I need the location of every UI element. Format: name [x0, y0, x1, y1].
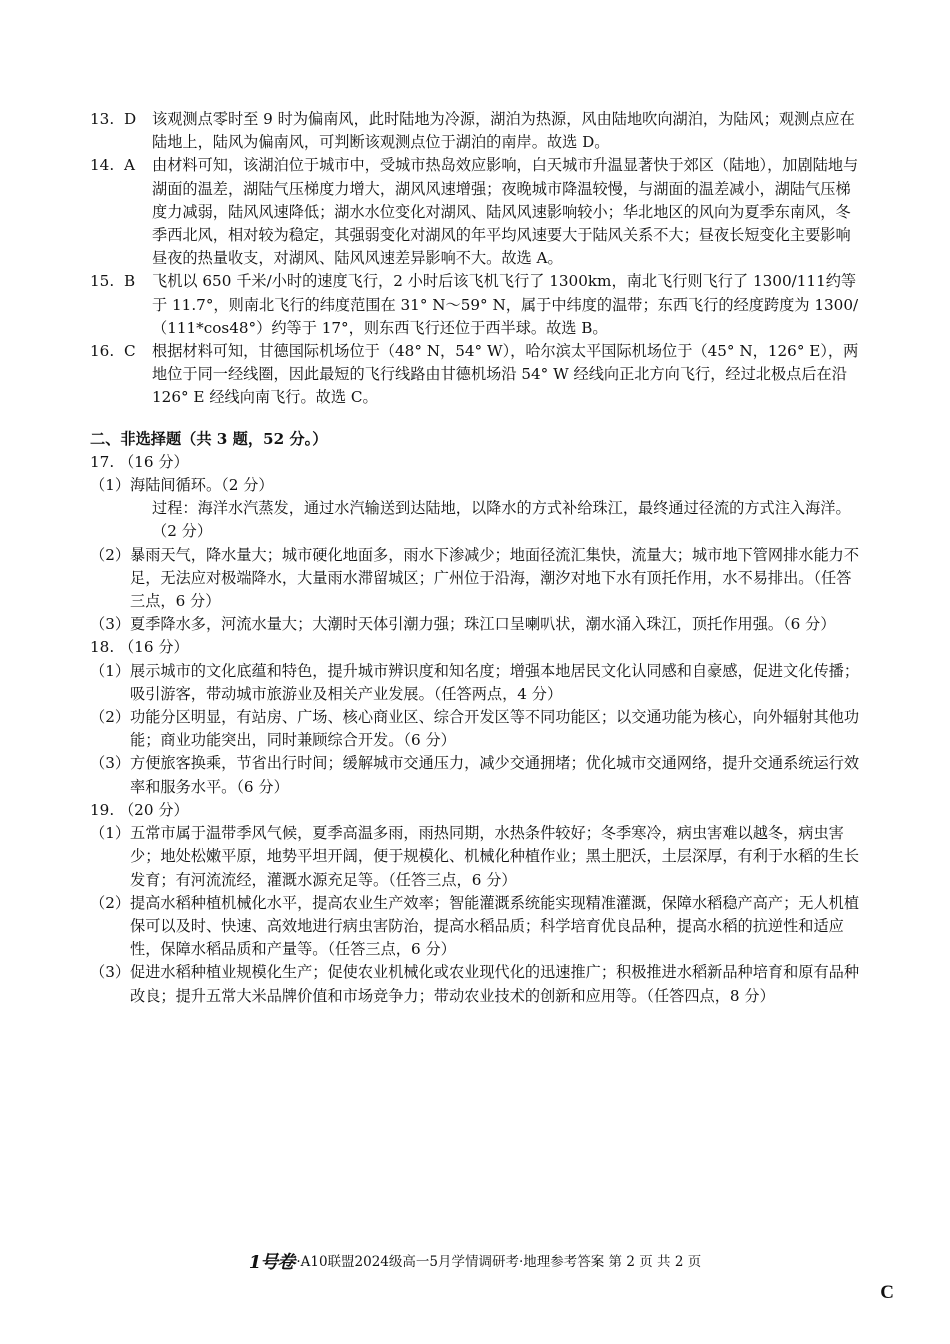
- footer-text: ·A10联盟2024级高一5月学情调研考·地理参考答案 第 2 页 共 2 页: [296, 1254, 702, 1270]
- part-text: 促进水稻种植业规模化生产；促使农业机械化或农业现代化的迅速推广；积极推进水稻新品种培育和原有品种改良；提升五常大米品牌价值和市场竞争力；带动农业技术的创新和应用等。（任答四点，8 分）: [130, 963, 859, 1005]
- q19-part-3: [90, 961, 862, 1007]
- q18-part-2: [90, 706, 862, 752]
- question-18-header: 18. （16 分）: [90, 638, 189, 657]
- part-number: （2）: [90, 893, 131, 912]
- explanation-text: 根据材料可知，甘德国际机场位于（48° N，54° W），哈尔滨太平国际机场位于（45° N，126° E），两地位于同一经线圈，因此最短的飞行线路由甘德机场沿 54° W 经线向正北方向飞行，经过北极点后在沿 126° E 经线向南飞行。故选 C。: [152, 342, 859, 407]
- explanation-text: 由材料可知，该湖泊位于城市中，受城市热岛效应影响，白天城市升温显著快于郊区（陆地），加剧陆地与湖面的温差，湖陆气压梯度力增大，湖风风速增强；夜晚城市降温较慢，与湖面的温差减小，湖陆气压梯度力减弱，陆风风速降低；湖水水位变化对湖风、陆风风速影响较小；华北地区的风向为夏季东南风，冬季西北风，相对较为稳定，其强弱变化对湖风的年平均风速要大于陆风关系不大；昼夜长短变化主要影响昼夜的热量收支，对湖风、陆风风速差异影响不大。故选 A。: [152, 156, 859, 268]
- part-number: （2）: [90, 708, 131, 727]
- part-number: （2）: [90, 545, 131, 564]
- question-number: 15.: [90, 272, 115, 291]
- mc-answer-13: [90, 108, 862, 154]
- part-text: 暴雨天气，降水量大；城市硬化地面多，雨水下渗减少；地面径流汇集快，流量大；城市地下管网排水能力不足，无法应对极端降水，大量雨水滞留城区；广州位于沿海，潮汐对地下水有顶托作用，水不易排出。（任答三点，6 分）: [130, 545, 859, 611]
- q18-part-3: [90, 752, 862, 798]
- part-number: （3）: [90, 615, 131, 634]
- answer-letter: A: [124, 156, 135, 175]
- version-mark: C: [880, 1282, 894, 1303]
- mc-answer-16: [90, 340, 862, 410]
- q17-part-1: [90, 474, 862, 497]
- mc-answer-15: [90, 270, 862, 340]
- answer-letter: D: [124, 110, 137, 128]
- section-title: 二、非选择题（共 3 题，52 分。）: [90, 429, 328, 448]
- answer-letter: B: [124, 272, 136, 291]
- q17-part-3: [90, 613, 862, 636]
- part-number: （1）: [90, 824, 131, 843]
- q18-part-1: [90, 660, 862, 706]
- part-text: 海陆间循环。（2 分）: [130, 476, 274, 495]
- part-text: 方便旅客换乘，节省出行时间；缓解城市交通压力，减少交通拥堵；优化城市交通网络，提升交通系统运行效率和服务水平。（6 分）: [130, 754, 859, 796]
- part-text: 展示城市的文化底蕴和特色，提升城市辨识度和知名度；增强本地居民文化认同感和自豪感，促进文化传播；吸引游客，带动城市旅游业及相关产业发展。（任答两点，4 分）: [130, 661, 859, 703]
- question-number: 13.: [90, 110, 115, 128]
- part-text: 夏季降水多，河流水量大；大潮时天体引潮力强；珠江口呈喇叭状，潮水涌入珠江，顶托作用强。（6 分）: [130, 615, 836, 634]
- mc-answer-14: [90, 154, 862, 270]
- question-number: 16.: [90, 342, 115, 361]
- q19-part-2: [90, 892, 862, 962]
- question-number: 14.: [90, 156, 115, 175]
- question-17-header: 17. （16 分）: [90, 452, 189, 471]
- explanation-text: 飞机以 650 千米/小时的速度飞行，2 小时后该飞机飞行了 1300km，南北飞行则飞行了 1300/111约等于 11.7°，则南北飞行的纬度范围在 31° N～59° N，属于中纬度的温带；东西飞行的经度跨度为 1300/（111*cos48°）约等于 17°，则东西飞行还位于西半球。故选 B。: [152, 272, 859, 337]
- question-19-header: 19. （20 分）: [90, 800, 189, 819]
- part-text: 功能分区明显，有站房、广场、核心商业区、综合开发区等不同功能区；以交通功能为核心，向外辐射其他功能；商业功能突出，同时兼顾综合开发。（6 分）: [130, 708, 859, 750]
- part-number: （1）: [90, 661, 131, 680]
- part-text: 提高水稻种植机械化水平，提高农业生产效率；智能灌溉系统能实现精准灌溉，保障水稻稳产高产；无人机植保可以及时、快速、高效地进行病虫害防治，提高水稻品质；科学培育优良品种，提高水稻的抗逆性和适应性，保障水稻品质和产量等。（任答三点，6 分）: [130, 893, 859, 959]
- q19-part-1: [90, 822, 862, 892]
- q17-part-1-process: 过程：海洋水汽蒸发，通过水汽输送到达陆地，以降水的方式补给珠江，最终通过径流的方式注入海洋。（2 分）: [152, 499, 851, 541]
- explanation-text: 该观测点零时至 9 时为偏南风，此时陆地为冷源，湖泊为热源，风由陆地吹向湖泊，为陆风；观测点应在陆地上，陆风为偏南风，可判断该观测点位于湖泊的南岸。故选 D。: [152, 110, 855, 152]
- part-text: 五常市属于温带季风气候，夏季高温多雨，雨热同期，水热条件较好；冬季寒冷，病虫害难以越冬，病虫害少；地处松嫩平原，地势平坦开阔，便于规模化、机械化种植作业；黑土肥沃，土层深厚，有利于水稻的生长发育；有河流流经，灌溉水源充足等。（任答三点，6 分）: [130, 824, 859, 889]
- brand-logo: 1号卷: [248, 1252, 295, 1273]
- q17-part-2: [90, 544, 862, 614]
- page-footer: [0, 1252, 950, 1273]
- answer-content: [90, 108, 862, 1008]
- part-number: （1）: [90, 476, 131, 495]
- part-number: （3）: [90, 754, 131, 773]
- part-number: （3）: [90, 963, 131, 982]
- answer-letter: C: [124, 342, 136, 361]
